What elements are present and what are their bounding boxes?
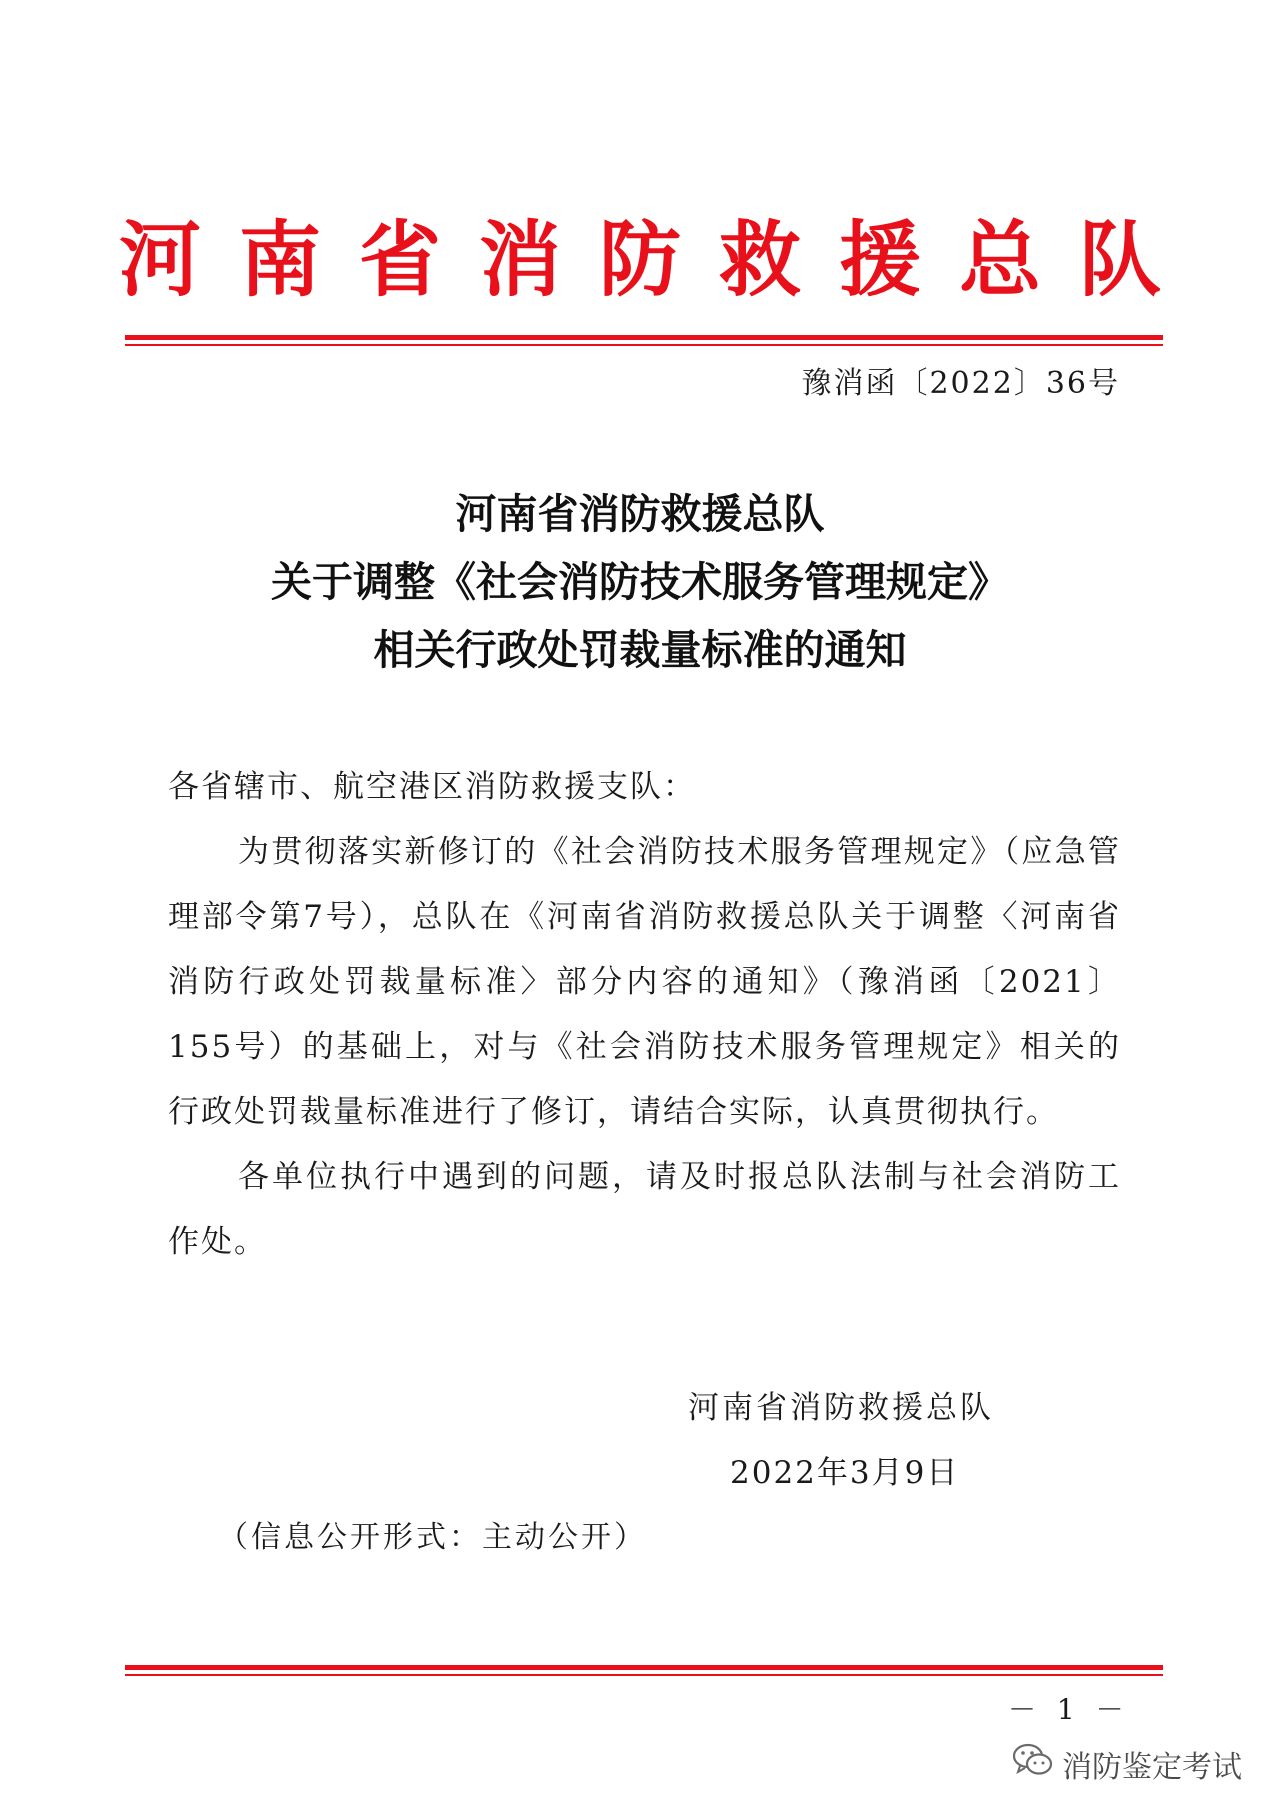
document-title [0, 480, 1280, 684]
disclosure-note: （信息公开形式：主动公开） [218, 1520, 647, 1555]
footer-rule [125, 1665, 1163, 1676]
body-paragraph-2: 各单位执行中遇到的问题，请及时报总队法制与社会消防工作处。 [168, 1159, 1121, 1260]
masthead-organization: 河南省消防救援总队 [118, 212, 1199, 308]
signature: 河南省消防救援总队 [688, 1390, 994, 1426]
watermark-text: 消防鉴定考试 [1062, 1750, 1242, 1785]
body-paragraph-1: 为贯彻落实新修订的《社会消防技术服务管理规定》（应急管理部令第7号），总队在《河南省消防救援总队关于调整〈河南省消防行政处罚裁量标准〉部分内容的通知》（豫消函〔2021〕155号）的基础上，对与《社会消防技术服务管理规定》相关的行政处罚裁量标准进行了修订，请结合实际，认真贯彻执行。 [168, 834, 1121, 1130]
masthead-rule [125, 335, 1163, 346]
document-number: 豫消函〔2022〕36号 [801, 366, 1120, 401]
document-body [168, 755, 1121, 1275]
title-line-1: 河南省消防救援总队 [455, 490, 825, 538]
salutation: 各省辖市、航空港区消防救援支队： [168, 769, 696, 805]
watermark [1012, 1742, 1242, 1786]
wechat-icon [1012, 1742, 1062, 1786]
title-line-3: 相关行政处罚裁量标准的通知 [373, 626, 907, 674]
title-line-2: 关于调整《社会消防技术服务管理规定》 [271, 558, 1009, 606]
page-number: － 1 － [1008, 1693, 1130, 1726]
signing-date: 2022年3月9日 [730, 1455, 960, 1491]
